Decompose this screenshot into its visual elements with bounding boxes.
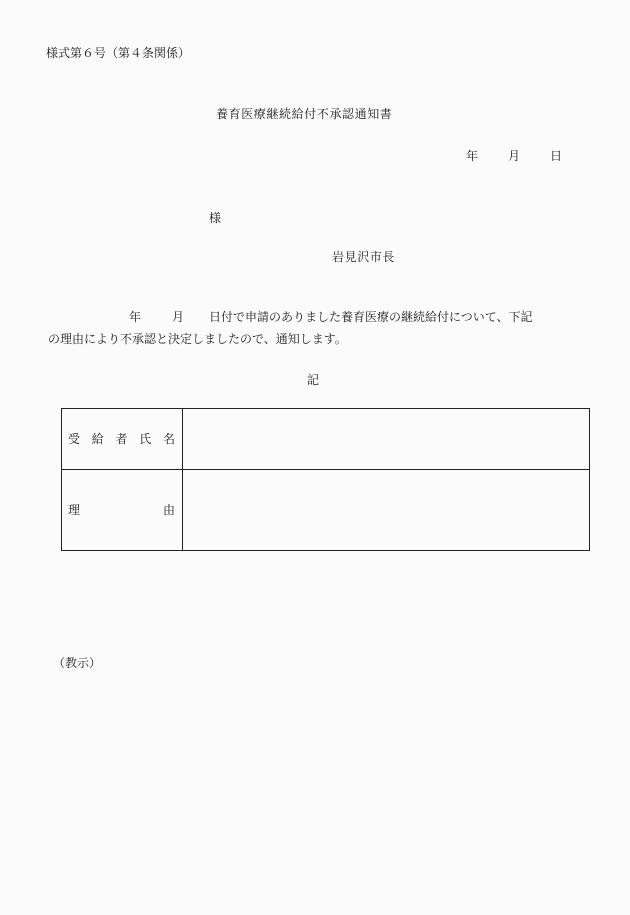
form-number: 様式第６号（第４条関係） (46, 46, 191, 60)
document-title: 養育医療継続給付不承認通知書 (216, 107, 393, 121)
date-day-label: 日 (550, 149, 563, 163)
instruction-heading: （教示） (53, 656, 102, 670)
label-char: 給 (91, 432, 104, 446)
label-char: 理 (68, 503, 81, 517)
addressee-honorific: 様 (209, 211, 222, 225)
recipient-name-field[interactable] (183, 409, 590, 470)
label-char: 受 (68, 432, 81, 446)
body-line-1-text: 日付で申請のありました養育医療の継続給付について、下記 (209, 310, 533, 324)
body-text-line-2: の理由により不承認と決定しましたので、通知します。 (48, 332, 347, 346)
label-char: 者 (115, 432, 128, 446)
label-char: 名 (162, 432, 175, 446)
body-year-label: 年 (129, 310, 142, 324)
label-char: 由 (162, 503, 175, 517)
issuer-name: 岩見沢市長 (332, 250, 396, 264)
reason-label (62, 470, 183, 551)
details-table (61, 408, 590, 551)
recipient-name-label (62, 409, 183, 470)
ki-heading: 記 (307, 373, 320, 387)
body-indent (48, 311, 129, 323)
body-month-label: 月 (172, 310, 185, 324)
date-year-label: 年 (466, 149, 479, 163)
date-month-label: 月 (508, 149, 521, 163)
reason-field[interactable] (183, 470, 590, 551)
label-char: 氏 (139, 432, 152, 446)
table-row (62, 470, 590, 551)
table-row (62, 409, 590, 470)
issue-date (466, 150, 562, 162)
body-text-line-1 (48, 311, 533, 323)
